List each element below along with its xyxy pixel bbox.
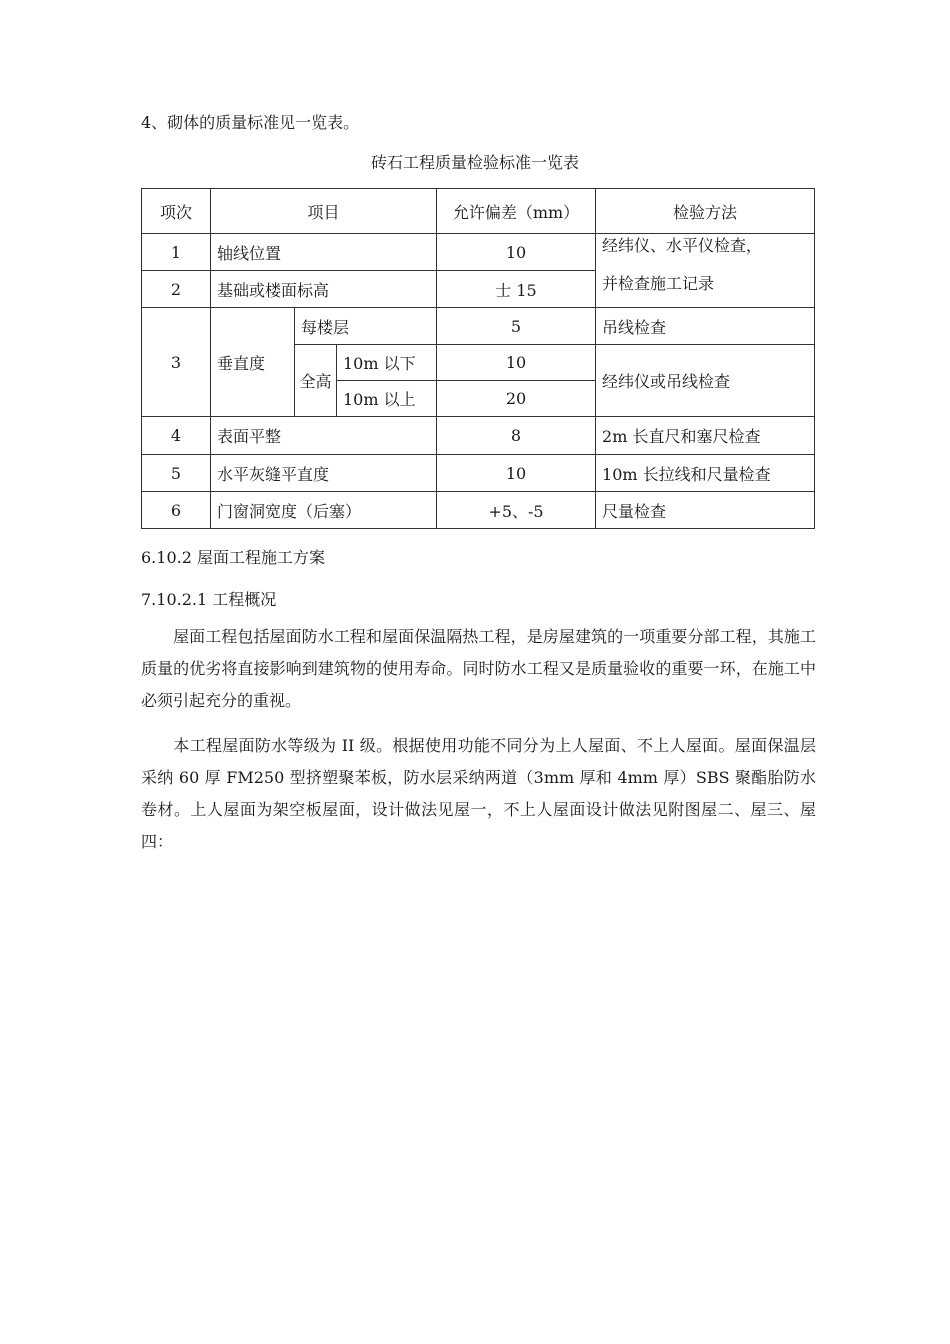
row1-no: 1 [142, 234, 211, 271]
row1-item: 轴线位置 [211, 234, 437, 271]
section-heading-roof: 6.10.2 屋面工程施工方案 [141, 548, 325, 567]
header-no: 项次 [142, 189, 211, 234]
quality-standard-table [141, 188, 815, 529]
row3-no: 3 [142, 308, 211, 417]
row3-tolerance-below-10m: 10 [437, 345, 596, 381]
row4-no: 4 [142, 417, 211, 455]
row3-sub-above-10m: 10m 以上 [337, 381, 437, 417]
row1-tolerance: 10 [437, 234, 596, 271]
row6-method: 尺量检查 [596, 492, 815, 529]
paragraph-1 [141, 621, 816, 717]
row3-item: 垂直度 [211, 308, 295, 417]
row4-tolerance: 8 [437, 417, 596, 455]
header-method: 检验方法 [596, 189, 815, 234]
paragraph-2-text: 本工程屋面防水等级为 II 级。根据使用功能不同分为上人屋面、不上人屋面。屋面保温层采纳 60 厚 FM250 型挤塑聚苯板，防水层采纳两道（3mm 厚和 4mm 厚）SBS 聚酯胎防水卷材。上人屋面为架空板屋面，设计做法见屋一，不上人屋面设计做法见附图屋二、屋三、屋四： [141, 736, 816, 851]
row2-item: 基础或楼面标高 [211, 271, 437, 308]
row4-item: 表面平整 [211, 417, 437, 455]
row3-tolerance-above-10m: 20 [437, 381, 596, 417]
row3-sub-below-10m: 10m 以下 [337, 345, 437, 381]
row1-2-method [596, 234, 815, 308]
row5-item: 水平灰缝平直度 [211, 455, 437, 492]
row2-tolerance: 士 15 [437, 271, 596, 308]
header-tolerance: 允许偏差（mm） [437, 189, 596, 234]
subsection-heading-overview: 7.10.2.1 工程概况 [141, 590, 277, 609]
row6-no: 6 [142, 492, 211, 529]
row2-no: 2 [142, 271, 211, 308]
row3-method-full-height: 经纬仪或吊线检查 [596, 345, 815, 417]
table-row [142, 234, 815, 271]
row5-method: 10m 长拉线和尺量检查 [596, 455, 815, 492]
row4-method: 2m 长直尺和塞尺检查 [596, 417, 815, 455]
row6-tolerance: +5、-5 [437, 492, 596, 529]
intro-text: 4、砌体的质量标准见一览表。 [141, 113, 360, 132]
row3-sub-per-floor: 每楼层 [295, 308, 437, 345]
paragraph-2 [141, 730, 816, 858]
table-header-row [142, 189, 815, 234]
row3-method-per-floor: 吊线检查 [596, 308, 815, 345]
row3-tolerance-per-floor: 5 [437, 308, 596, 345]
table-row [142, 492, 815, 529]
table-row [142, 308, 815, 345]
row5-no: 5 [142, 455, 211, 492]
table-caption: 砖石工程质量检验标准一览表 [370, 153, 579, 172]
row6-item: 门窗洞宽度（后塞） [211, 492, 437, 529]
method-line1: 经纬仪、水平仪检查， [602, 236, 763, 255]
header-item: 项目 [211, 189, 437, 234]
table-row [142, 417, 815, 455]
paragraph-1-text: 屋面工程包括屋面防水工程和屋面保温隔热工程，是房屋建筑的一项重要分部工程，其施工质量的优劣将直接影响到建筑物的使用寿命。同时防水工程又是质量验收的重要一环，在施工中必须引起充分的重视。 [141, 627, 816, 710]
method-line2: 并检查施工记录 [602, 274, 715, 293]
row5-tolerance: 10 [437, 455, 596, 492]
table-row [142, 455, 815, 492]
row3-sub-full-height: 全高 [295, 345, 337, 417]
